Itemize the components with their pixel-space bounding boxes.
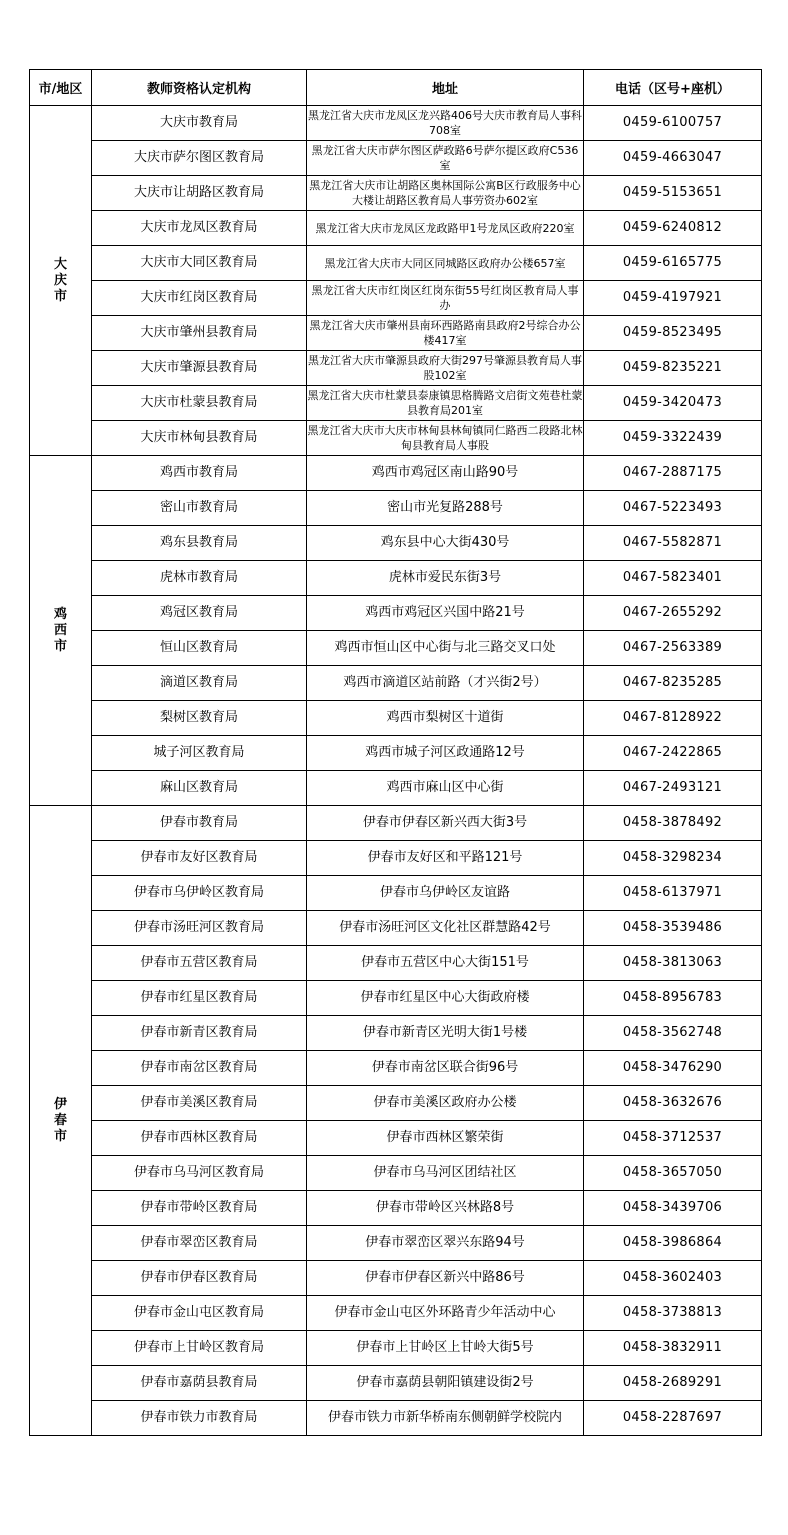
- city-cell: [30, 106, 92, 456]
- org-cell: 伊春市上甘岭区教育局: [92, 1331, 307, 1366]
- org-cell: 伊春市友好区教育局: [92, 841, 307, 876]
- address-cell: 伊春市带岭区兴林路8号: [307, 1191, 584, 1226]
- phone-cell: 0459-3322439: [584, 421, 762, 456]
- phone-cell: 0458-3657050: [584, 1156, 762, 1191]
- table-row: [30, 176, 762, 211]
- address-cell: 鸡西市梨树区十道街: [307, 701, 584, 736]
- phone-cell: 0467-2887175: [584, 456, 762, 491]
- phone-cell: 0467-5582871: [584, 526, 762, 561]
- table-row: [30, 386, 762, 421]
- phone-cell: 0467-5223493: [584, 491, 762, 526]
- phone-cell: 0458-3476290: [584, 1051, 762, 1086]
- table-row: [30, 701, 762, 736]
- org-cell: 伊春市五营区教育局: [92, 946, 307, 981]
- table-row: [30, 281, 762, 316]
- address-cell: 鸡西市滴道区站前路（才兴街2号）: [307, 666, 584, 701]
- table-row: [30, 596, 762, 631]
- city-name: 鸡西市: [53, 606, 67, 654]
- address-cell: 黑龙江省大庆市杜蒙县泰康镇思格腾路文启街文苑巷杜蒙县教育局201室: [307, 386, 584, 421]
- org-cell: 大庆市肇源县教育局: [92, 351, 307, 386]
- table-row: [30, 876, 762, 911]
- table-row: [30, 1331, 762, 1366]
- org-cell: 大庆市大同区教育局: [92, 246, 307, 281]
- phone-cell: 0458-3738813: [584, 1296, 762, 1331]
- org-cell: 伊春市伊春区教育局: [92, 1261, 307, 1296]
- address-cell: 伊春市红星区中心大街政府楼: [307, 981, 584, 1016]
- address-cell: 鸡西市麻山区中心街: [307, 771, 584, 806]
- org-cell: 伊春市翠峦区教育局: [92, 1226, 307, 1261]
- address-cell: 伊春市铁力市新华桥南东侧朝鲜学校院内: [307, 1401, 584, 1436]
- org-cell: 大庆市让胡路区教育局: [92, 176, 307, 211]
- phone-cell: 0459-4197921: [584, 281, 762, 316]
- phone-cell: 0467-2655292: [584, 596, 762, 631]
- address-cell: 伊春市五营区中心大街151号: [307, 946, 584, 981]
- phone-cell: 0458-2287697: [584, 1401, 762, 1436]
- org-cell: 大庆市肇州县教育局: [92, 316, 307, 351]
- org-cell: 伊春市美溪区教育局: [92, 1086, 307, 1121]
- address-cell: 鸡西市鸡冠区兴国中路21号: [307, 596, 584, 631]
- address-cell: 黑龙江省大庆市红岗区红岗东街55号红岗区教育局人事办: [307, 281, 584, 316]
- org-cell: 梨树区教育局: [92, 701, 307, 736]
- table-row: [30, 1366, 762, 1401]
- table-row: [30, 631, 762, 666]
- phone-cell: 0467-5823401: [584, 561, 762, 596]
- org-cell: 伊春市西林区教育局: [92, 1121, 307, 1156]
- address-cell: 鸡西市城子河区政通路12号: [307, 736, 584, 771]
- org-cell: 伊春市汤旺河区教育局: [92, 911, 307, 946]
- phone-cell: 0458-3602403: [584, 1261, 762, 1296]
- table-row: [30, 1296, 762, 1331]
- table-row: [30, 246, 762, 281]
- table-row: [30, 771, 762, 806]
- org-cell: 伊春市乌马河区教育局: [92, 1156, 307, 1191]
- org-cell: 鸡冠区教育局: [92, 596, 307, 631]
- table-row: [30, 456, 762, 491]
- address-cell: 黑龙江省大庆市大同区同城路区政府办公楼657室: [307, 246, 584, 281]
- phone-cell: 0458-3986864: [584, 1226, 762, 1261]
- phone-cell: 0459-6100757: [584, 106, 762, 141]
- org-cell: 大庆市林甸县教育局: [92, 421, 307, 456]
- table-row: [30, 1156, 762, 1191]
- phone-cell: 0467-8128922: [584, 701, 762, 736]
- header-org: 教师资格认定机构: [92, 70, 307, 106]
- table-row: [30, 736, 762, 771]
- address-cell: 伊春市美溪区政府办公楼: [307, 1086, 584, 1121]
- org-cell: 虎林市教育局: [92, 561, 307, 596]
- table-row: [30, 351, 762, 386]
- table-row: [30, 981, 762, 1016]
- city-name: 伊春市: [53, 1096, 67, 1144]
- phone-cell: 0459-3420473: [584, 386, 762, 421]
- address-cell: 伊春市嘉荫县朝阳镇建设街2号: [307, 1366, 584, 1401]
- org-cell: 大庆市教育局: [92, 106, 307, 141]
- phone-cell: 0459-8523495: [584, 316, 762, 351]
- org-cell: 密山市教育局: [92, 491, 307, 526]
- city-cell: [30, 806, 92, 1436]
- address-cell: 伊春市上甘岭区上甘岭大街5号: [307, 1331, 584, 1366]
- phone-cell: 0458-3813063: [584, 946, 762, 981]
- phone-cell: 0459-4663047: [584, 141, 762, 176]
- phone-cell: 0459-8235221: [584, 351, 762, 386]
- address-cell: 密山市光复路288号: [307, 491, 584, 526]
- table-row: [30, 666, 762, 701]
- table-row: [30, 561, 762, 596]
- table-row: [30, 946, 762, 981]
- header-phone: 电话（区号+座机）: [584, 70, 762, 106]
- address-cell: 伊春市南岔区联合街96号: [307, 1051, 584, 1086]
- phone-cell: 0458-8956783: [584, 981, 762, 1016]
- org-cell: 伊春市金山屯区教育局: [92, 1296, 307, 1331]
- table-row: [30, 841, 762, 876]
- table-row: [30, 1191, 762, 1226]
- org-cell: 伊春市乌伊岭区教育局: [92, 876, 307, 911]
- org-cell: 伊春市红星区教育局: [92, 981, 307, 1016]
- table-row: [30, 211, 762, 246]
- address-cell: 黑龙江省大庆市大庆市林甸县林甸镇同仁路西二段路北林甸县教育局人事股: [307, 421, 584, 456]
- address-cell: 伊春市翠峦区翠兴东路94号: [307, 1226, 584, 1261]
- teacher-cert-table: [29, 69, 762, 1436]
- city-name: 大庆市: [53, 256, 67, 304]
- org-cell: 大庆市红岗区教育局: [92, 281, 307, 316]
- table-row: [30, 1226, 762, 1261]
- org-cell: 伊春市铁力市教育局: [92, 1401, 307, 1436]
- org-cell: 伊春市教育局: [92, 806, 307, 841]
- org-cell: 大庆市龙凤区教育局: [92, 211, 307, 246]
- phone-cell: 0458-6137971: [584, 876, 762, 911]
- address-cell: 黑龙江省大庆市让胡路区奥林国际公寓B区行政服务中心大楼让胡路区教育局人事劳资办602室: [307, 176, 584, 211]
- address-cell: 鸡西市恒山区中心街与北三路交叉口处: [307, 631, 584, 666]
- table-row: [30, 1261, 762, 1296]
- city-cell: [30, 456, 92, 806]
- phone-cell: 0458-3632676: [584, 1086, 762, 1121]
- org-cell: 大庆市萨尔图区教育局: [92, 141, 307, 176]
- header-city: 市/地区: [30, 70, 92, 106]
- address-cell: 伊春市伊春区新兴西大街3号: [307, 806, 584, 841]
- phone-cell: 0459-6240812: [584, 211, 762, 246]
- org-cell: 鸡西市教育局: [92, 456, 307, 491]
- org-cell: 大庆市杜蒙县教育局: [92, 386, 307, 421]
- phone-cell: 0458-3878492: [584, 806, 762, 841]
- phone-cell: 0459-5153651: [584, 176, 762, 211]
- address-cell: 黑龙江省大庆市肇州县南环西路路南县政府2号综合办公楼417室: [307, 316, 584, 351]
- address-cell: 伊春市伊春区新兴中路86号: [307, 1261, 584, 1296]
- address-cell: 黑龙江省大庆市龙凤区龙政路甲1号龙凤区政府220室: [307, 211, 584, 246]
- phone-cell: 0458-2689291: [584, 1366, 762, 1401]
- table-row: [30, 1016, 762, 1051]
- address-cell: 黑龙江省大庆市龙凤区龙兴路406号大庆市教育局人事科708室: [307, 106, 584, 141]
- address-cell: 伊春市汤旺河区文化社区群慧路42号: [307, 911, 584, 946]
- address-cell: 黑龙江省大庆市肇源县政府大街297号肇源县教育局人事股102室: [307, 351, 584, 386]
- org-cell: 伊春市南岔区教育局: [92, 1051, 307, 1086]
- table-row: [30, 491, 762, 526]
- org-cell: 伊春市新青区教育局: [92, 1016, 307, 1051]
- table-row: [30, 806, 762, 841]
- phone-cell: 0467-2422865: [584, 736, 762, 771]
- address-cell: 黑龙江省大庆市萨尔图区萨政路6号萨尔提区政府C536室: [307, 141, 584, 176]
- phone-cell: 0467-2493121: [584, 771, 762, 806]
- table-row: [30, 316, 762, 351]
- phone-cell: 0467-8235285: [584, 666, 762, 701]
- address-cell: 伊春市金山屯区外环路青少年活动中心: [307, 1296, 584, 1331]
- header-address: 地址: [307, 70, 584, 106]
- table-row: [30, 141, 762, 176]
- table-row: [30, 1086, 762, 1121]
- address-cell: 伊春市友好区和平路121号: [307, 841, 584, 876]
- org-cell: 恒山区教育局: [92, 631, 307, 666]
- org-cell: 滴道区教育局: [92, 666, 307, 701]
- address-cell: 鸡西市鸡冠区南山路90号: [307, 456, 584, 491]
- phone-cell: 0467-2563389: [584, 631, 762, 666]
- address-cell: 伊春市乌马河区团结社区: [307, 1156, 584, 1191]
- address-cell: 伊春市乌伊岭区友谊路: [307, 876, 584, 911]
- org-cell: 伊春市嘉荫县教育局: [92, 1366, 307, 1401]
- table-row: [30, 1121, 762, 1156]
- address-cell: 虎林市爱民东街3号: [307, 561, 584, 596]
- table-row: [30, 911, 762, 946]
- org-cell: 城子河区教育局: [92, 736, 307, 771]
- phone-cell: 0458-3562748: [584, 1016, 762, 1051]
- table-row: [30, 1401, 762, 1436]
- address-cell: 鸡东县中心大街430号: [307, 526, 584, 561]
- table-row: [30, 421, 762, 456]
- phone-cell: 0458-3712537: [584, 1121, 762, 1156]
- phone-cell: 0458-3539486: [584, 911, 762, 946]
- org-cell: 麻山区教育局: [92, 771, 307, 806]
- header-row: [30, 70, 762, 106]
- phone-cell: 0459-6165775: [584, 246, 762, 281]
- phone-cell: 0458-3439706: [584, 1191, 762, 1226]
- org-cell: 鸡东县教育局: [92, 526, 307, 561]
- table-row: [30, 526, 762, 561]
- table-row: [30, 1051, 762, 1086]
- phone-cell: 0458-3298234: [584, 841, 762, 876]
- table-row: [30, 106, 762, 141]
- address-cell: 伊春市新青区光明大街1号楼: [307, 1016, 584, 1051]
- address-cell: 伊春市西林区繁荣街: [307, 1121, 584, 1156]
- table-body: [30, 106, 762, 1436]
- phone-cell: 0458-3832911: [584, 1331, 762, 1366]
- org-cell: 伊春市带岭区教育局: [92, 1191, 307, 1226]
